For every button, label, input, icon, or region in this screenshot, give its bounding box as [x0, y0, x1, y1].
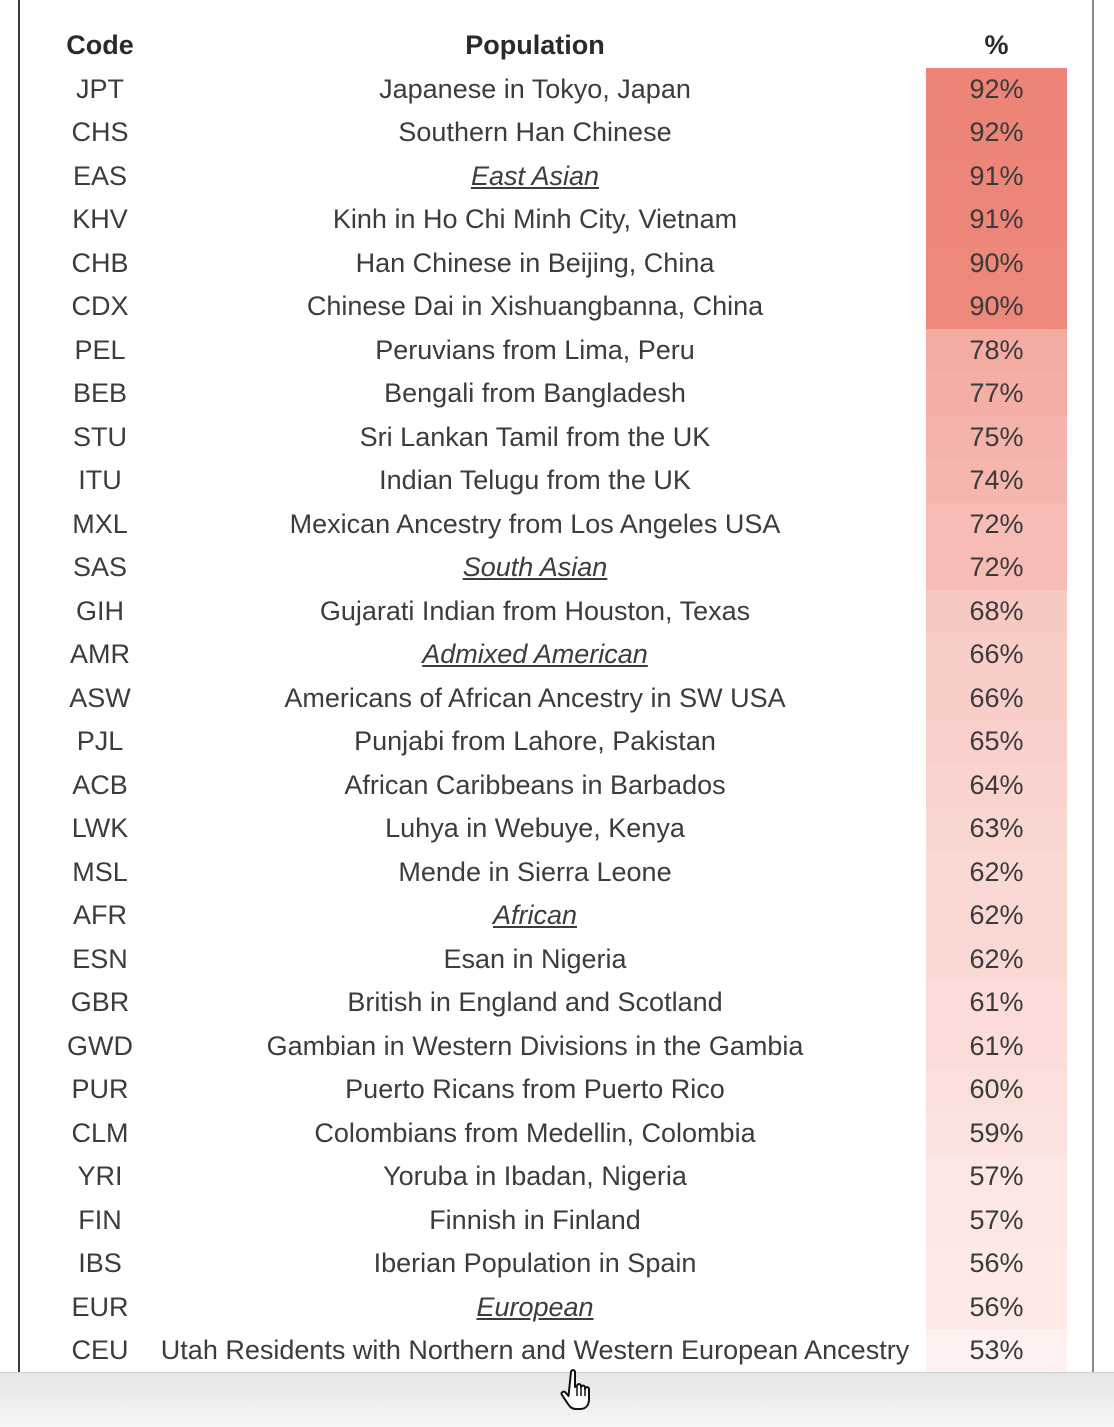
table-row: [56, 416, 1067, 460]
percent-cell: 63%: [926, 807, 1067, 851]
population-cell: [144, 503, 926, 547]
code-cell: CHB: [71, 247, 129, 278]
table-row: [56, 981, 1067, 1025]
bottom-scrollbar[interactable]: [0, 1372, 1114, 1427]
population-cell: [144, 1025, 926, 1069]
code-cell: ASW: [69, 682, 131, 713]
population-cell: [144, 764, 926, 808]
code-cell: YRI: [77, 1161, 123, 1192]
code-cell: MXL: [72, 508, 128, 539]
code-cell: PJL: [76, 726, 124, 757]
table-row: [56, 807, 1067, 851]
population-cell: [144, 1068, 926, 1112]
population-label: British in England and Scotland: [347, 987, 723, 1018]
hand-pointer-icon: [560, 1368, 596, 1414]
population-cell: [144, 1242, 926, 1286]
population-cell: [144, 155, 926, 199]
table-row: [56, 459, 1067, 503]
table-row: [56, 894, 1067, 938]
table-row: [56, 1199, 1067, 1243]
percent-cell: 59%: [926, 1112, 1067, 1156]
percent-cell: 62%: [926, 851, 1067, 895]
code-cell: AMR: [70, 639, 130, 670]
code-cell: CEU: [71, 1335, 129, 1366]
population-cell: [144, 807, 926, 851]
population-label: African: [492, 900, 578, 931]
code-cell: EAS: [72, 160, 128, 191]
code-cell: PEL: [74, 334, 126, 365]
code-cell: ESN: [72, 943, 128, 974]
table-row: [56, 198, 1067, 242]
population-cell: [144, 1286, 926, 1330]
population-label: Kinh in Ho Chi Minh City, Vietnam: [332, 204, 738, 235]
population-label: Utah Residents with Northern and Western European Ancestry: [160, 1335, 910, 1366]
percent-cell: 90%: [926, 285, 1067, 329]
code-cell: MSL: [72, 856, 128, 887]
code-cell: KHV: [72, 204, 128, 235]
population-cell: [144, 981, 926, 1025]
percent-cell: 78%: [926, 329, 1067, 373]
population-label: South Asian: [462, 552, 608, 583]
table-row: [56, 329, 1067, 373]
table-row: [56, 1286, 1067, 1330]
percent-cell: 62%: [926, 894, 1067, 938]
percent-cell: 92%: [926, 68, 1067, 112]
code-cell: GWD: [67, 1030, 133, 1061]
population-label: Yoruba in Ibadan, Nigeria: [383, 1161, 687, 1192]
table-row: [56, 1112, 1067, 1156]
table-row: [56, 546, 1067, 590]
population-cell: [144, 372, 926, 416]
percent-cell: 68%: [926, 590, 1067, 634]
table-row: [56, 1329, 1067, 1373]
code-cell: BEB: [72, 378, 128, 409]
percent-cell: 64%: [926, 764, 1067, 808]
population-label: Sri Lankan Tamil from the UK: [359, 421, 711, 452]
percent-cell: 91%: [926, 155, 1067, 199]
percent-cell: 74%: [926, 459, 1067, 503]
table-row: [56, 851, 1067, 895]
population-label: Bengali from Bangladesh: [384, 378, 686, 409]
percent-cell: 91%: [926, 198, 1067, 242]
population-cell: [144, 285, 926, 329]
population-label: Japanese in Tokyo, Japan: [379, 73, 691, 104]
table-row: [56, 720, 1067, 764]
population-cell: [144, 459, 926, 503]
percent-cell: 92%: [926, 111, 1067, 155]
population-label: Americans of African Ancestry in SW USA: [284, 682, 786, 713]
population-label: Admixed American: [422, 639, 648, 670]
table-row: [56, 372, 1067, 416]
population-header: Population: [465, 30, 605, 61]
percent-cell: 66%: [926, 677, 1067, 721]
percent-cell: 72%: [926, 503, 1067, 547]
population-cell: [144, 68, 926, 112]
population-label: Gujarati Indian from Houston, Texas: [319, 595, 751, 626]
code-cell: SAS: [72, 552, 128, 583]
right-border: [1092, 0, 1094, 1372]
population-cell: [144, 416, 926, 460]
code-cell: LWK: [71, 813, 129, 844]
header-row: [56, 24, 1067, 68]
percent-cell: 72%: [926, 546, 1067, 590]
population-cell: [144, 242, 926, 286]
population-cell: [144, 1155, 926, 1199]
population-label: Southern Han Chinese: [398, 117, 672, 148]
code-header: Code: [66, 30, 134, 61]
population-cell: [144, 851, 926, 895]
table-row: [56, 285, 1067, 329]
population-label: Gambian in Western Divisions in the Gambia: [266, 1030, 804, 1061]
percent-cell: 75%: [926, 416, 1067, 460]
table-row: [56, 1155, 1067, 1199]
table-row: [56, 1025, 1067, 1069]
table-row: [56, 111, 1067, 155]
population-label: Mende in Sierra Leone: [398, 856, 672, 887]
left-border: [18, 0, 20, 1372]
table-row: [56, 590, 1067, 634]
population-cell: [144, 894, 926, 938]
percent-cell: 90%: [926, 242, 1067, 286]
code-cell: IBS: [78, 1248, 122, 1279]
population-cell: [144, 1329, 926, 1373]
population-label: Esan in Nigeria: [443, 943, 627, 974]
percent-cell: 66%: [926, 633, 1067, 677]
code-cell: STU: [73, 421, 127, 452]
percent-cell: 53%: [926, 1329, 1067, 1373]
population-label: Han Chinese in Beijing, China: [355, 247, 715, 278]
population-label: Luhya in Webuye, Kenya: [385, 813, 685, 844]
percent-cell: 57%: [926, 1199, 1067, 1243]
table-row: [56, 68, 1067, 112]
code-cell: PUR: [71, 1074, 129, 1105]
population-label: Chinese Dai in Xishuangbanna, China: [306, 291, 764, 322]
percent-cell: 65%: [926, 720, 1067, 764]
population-cell: [144, 111, 926, 155]
percent-cell: 61%: [926, 1025, 1067, 1069]
population-cell: [144, 938, 926, 982]
population-cell: [144, 198, 926, 242]
table-row: [56, 1242, 1067, 1286]
code-cell: CDX: [71, 291, 129, 322]
population-label: European: [476, 1291, 594, 1322]
code-cell: GIH: [75, 595, 124, 626]
code-cell: ACB: [72, 769, 128, 800]
population-label: Indian Telugu from the UK: [379, 465, 691, 496]
population-cell: [144, 677, 926, 721]
population-cell: [144, 590, 926, 634]
percent-cell: 60%: [926, 1068, 1067, 1112]
population-label: Peruvians from Lima, Peru: [375, 334, 695, 365]
population-label: East Asian: [470, 160, 600, 191]
population-cell: [144, 720, 926, 764]
population-table: [56, 24, 1067, 1373]
code-cell: FIN: [78, 1204, 122, 1235]
code-cell: ITU: [78, 465, 122, 496]
population-label: Punjabi from Lahore, Pakistan: [354, 726, 716, 757]
code-cell: JPT: [75, 73, 124, 104]
table-row: [56, 764, 1067, 808]
table-row: [56, 677, 1067, 721]
population-label: African Caribbeans in Barbados: [344, 769, 726, 800]
code-cell: CLM: [71, 1117, 129, 1148]
code-cell: CHS: [71, 117, 129, 148]
code-cell: AFR: [73, 900, 127, 931]
code-cell: EUR: [71, 1291, 129, 1322]
percent-cell: 56%: [926, 1242, 1067, 1286]
population-label: Mexican Ancestry from Los Angeles USA: [289, 508, 781, 539]
population-cell: [144, 546, 926, 590]
population-label: Finnish in Finland: [429, 1204, 641, 1235]
percent-cell: 61%: [926, 981, 1067, 1025]
table-body: [56, 68, 1067, 1373]
population-cell: [144, 1199, 926, 1243]
table-row: [56, 242, 1067, 286]
percent-cell: 77%: [926, 372, 1067, 416]
population-label: Iberian Population in Spain: [373, 1248, 697, 1279]
percent-cell: 62%: [926, 938, 1067, 982]
population-cell: [144, 1112, 926, 1156]
percent-cell: 56%: [926, 1286, 1067, 1330]
code-cell: GBR: [70, 987, 130, 1018]
population-label: Puerto Ricans from Puerto Rico: [345, 1074, 725, 1105]
population-cell: [144, 633, 926, 677]
table-row: [56, 503, 1067, 547]
percent-header: %: [984, 30, 1009, 61]
table-row: [56, 938, 1067, 982]
population-label: Colombians from Medellin, Colombia: [314, 1117, 756, 1148]
table-row: [56, 1068, 1067, 1112]
percent-cell: 57%: [926, 1155, 1067, 1199]
table-row: [56, 155, 1067, 199]
population-cell: [144, 329, 926, 373]
table-row: [56, 633, 1067, 677]
